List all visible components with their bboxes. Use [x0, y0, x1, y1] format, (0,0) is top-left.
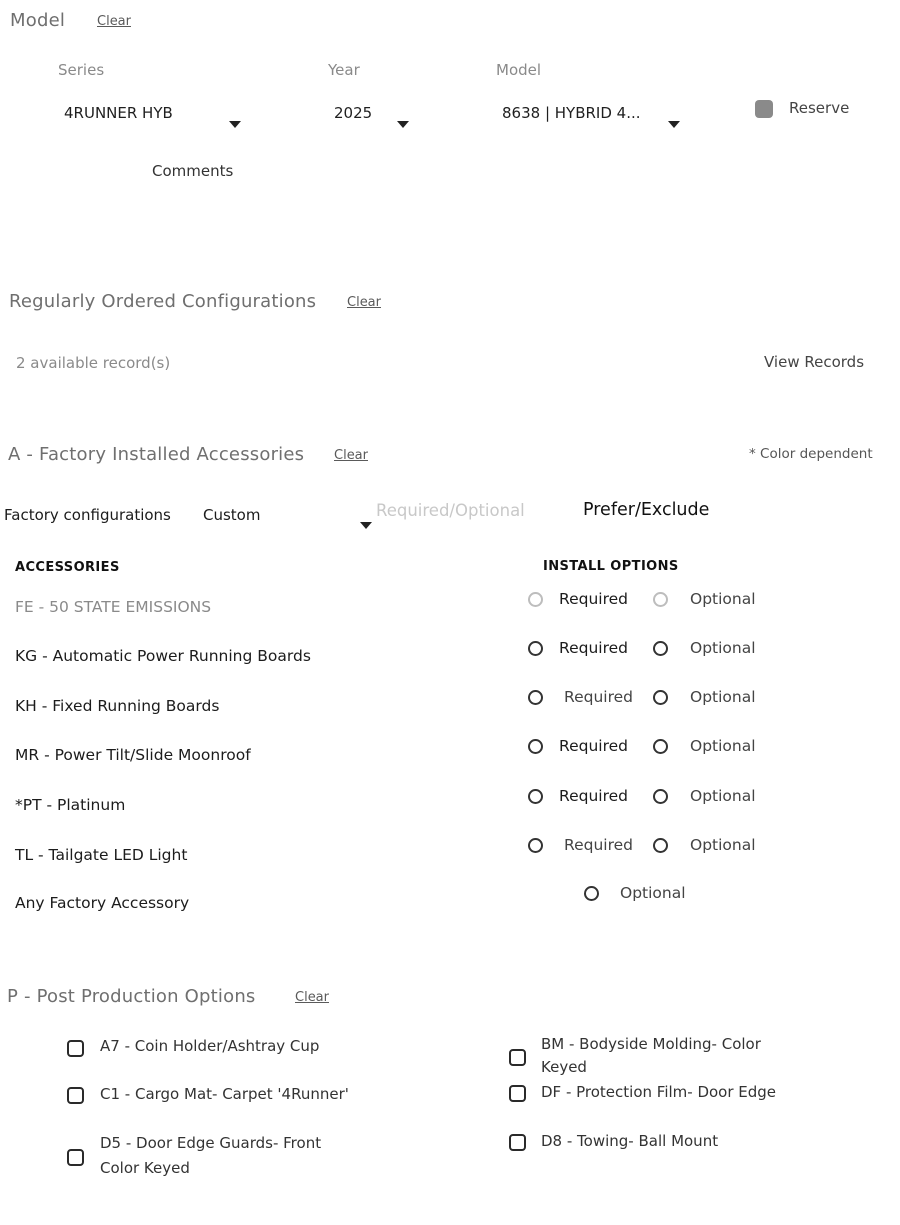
accessory-label-any: Any Factory Accessory	[15, 894, 190, 912]
mr-optional-radio[interactable]	[653, 739, 668, 754]
roc-section-title: Regularly Ordered Configurations	[9, 291, 317, 312]
roc-clear-link[interactable]: Clear	[347, 295, 381, 310]
d8-checkbox[interactable]	[509, 1134, 526, 1151]
a7-label: A7 - Coin Holder/Ashtray Cup	[100, 1037, 320, 1055]
accessory-label-kg: KG - Automatic Power Running Boards	[15, 647, 311, 665]
d5-label-line2: Color Keyed	[100, 1159, 190, 1177]
d5-label-line1: D5 - Door Edge Guards- Front	[100, 1134, 322, 1152]
tl-required-radio[interactable]	[528, 838, 543, 853]
year-select[interactable]	[328, 100, 418, 134]
pt-required-label: Required	[559, 787, 628, 805]
kh-required-label: Required	[564, 688, 633, 706]
fe-optional-label: Optional	[690, 590, 756, 608]
kg-required-label: Required	[559, 639, 628, 657]
accessory-label-fe: FE - 50 STATE EMISSIONS	[15, 598, 212, 616]
any-optional-radio[interactable]	[584, 886, 599, 901]
mr-required-radio[interactable]	[528, 739, 543, 754]
year-label: Year	[328, 61, 360, 79]
d8-label: D8 - Towing- Ball Mount	[541, 1132, 719, 1150]
pt-required-radio[interactable]	[528, 789, 543, 804]
kg-required-radio[interactable]	[528, 641, 543, 656]
bm-checkbox[interactable]	[509, 1049, 526, 1066]
reserve-label: Reserve	[789, 99, 850, 117]
c1-checkbox[interactable]	[67, 1087, 84, 1104]
chevron-down-icon	[668, 121, 680, 128]
chevron-down-icon	[360, 522, 372, 529]
accessory-label-mr: MR - Power Tilt/Slide Moonroof	[15, 746, 251, 764]
chevron-down-icon	[397, 121, 409, 128]
kg-optional-label: Optional	[690, 639, 756, 657]
chevron-down-icon	[229, 121, 241, 128]
color-dependent-note: * Color dependent	[749, 446, 873, 462]
kh-required-radio[interactable]	[528, 690, 543, 705]
df-checkbox[interactable]	[509, 1085, 526, 1102]
post-section-title: P - Post Production Options	[7, 986, 256, 1007]
records-count-text: 2 available record(s)	[16, 354, 171, 372]
series-label: Series	[58, 61, 105, 79]
pt-optional-radio[interactable]	[653, 789, 668, 804]
post-clear-link[interactable]: Clear	[295, 990, 329, 1005]
view-records-link[interactable]: View Records	[764, 353, 865, 371]
kh-optional-label: Optional	[690, 688, 756, 706]
accessory-label-kh: KH - Fixed Running Boards	[15, 697, 220, 715]
mr-required-label: Required	[559, 737, 628, 755]
fe-optional-radio[interactable]	[653, 592, 668, 607]
model-value: 8638 | HYBRID 4...	[502, 104, 641, 122]
required-optional-tab[interactable]: Required/Optional	[376, 501, 525, 520]
tl-optional-label: Optional	[690, 836, 756, 854]
mr-optional-label: Optional	[690, 737, 756, 755]
factory-clear-link[interactable]: Clear	[334, 448, 368, 463]
fe-required-radio[interactable]	[528, 592, 543, 607]
comments-input[interactable]	[150, 188, 750, 248]
tl-required-label: Required	[564, 836, 633, 854]
d5-checkbox[interactable]	[67, 1149, 84, 1166]
factory-configurations-label: Factory configurations	[4, 506, 171, 524]
bm-label-line2: Keyed	[541, 1058, 587, 1076]
any-optional-label: Optional	[620, 884, 686, 902]
prefer-exclude-tab[interactable]: Prefer/Exclude	[583, 500, 710, 520]
reserve-checkbox[interactable]	[755, 100, 773, 118]
year-value: 2025	[334, 104, 373, 122]
model-label: Model	[496, 61, 542, 79]
accessory-label-tl: TL - Tailgate LED Light	[15, 846, 188, 864]
factory-configurations-value: Custom	[203, 506, 261, 524]
series-select[interactable]	[58, 100, 248, 134]
factory-section-title: A - Factory Installed Accessories	[8, 444, 305, 465]
tl-optional-radio[interactable]	[653, 838, 668, 853]
model-section-title: Model	[10, 10, 66, 31]
model-clear-link[interactable]: Clear	[97, 14, 131, 29]
accessories-header: ACCESSORIES	[15, 560, 120, 575]
c1-label: C1 - Cargo Mat- Carpet '4Runner'	[100, 1085, 349, 1103]
model-select[interactable]	[496, 100, 692, 134]
comments-label: Comments	[152, 162, 234, 180]
accessory-label-pt: *PT - Platinum	[15, 796, 126, 814]
series-value: 4RUNNER HYB	[64, 104, 173, 122]
a7-checkbox[interactable]	[67, 1040, 84, 1057]
kh-optional-radio[interactable]	[653, 690, 668, 705]
pt-optional-label: Optional	[690, 787, 756, 805]
kg-optional-radio[interactable]	[653, 641, 668, 656]
df-label: DF - Protection Film- Door Edge	[541, 1083, 777, 1101]
fe-required-label: Required	[559, 590, 628, 608]
install-options-header: INSTALL OPTIONS	[543, 559, 679, 574]
bm-label-line1: BM - Bodyside Molding- Color	[541, 1035, 761, 1053]
factory-configurations-select[interactable]	[196, 500, 376, 534]
